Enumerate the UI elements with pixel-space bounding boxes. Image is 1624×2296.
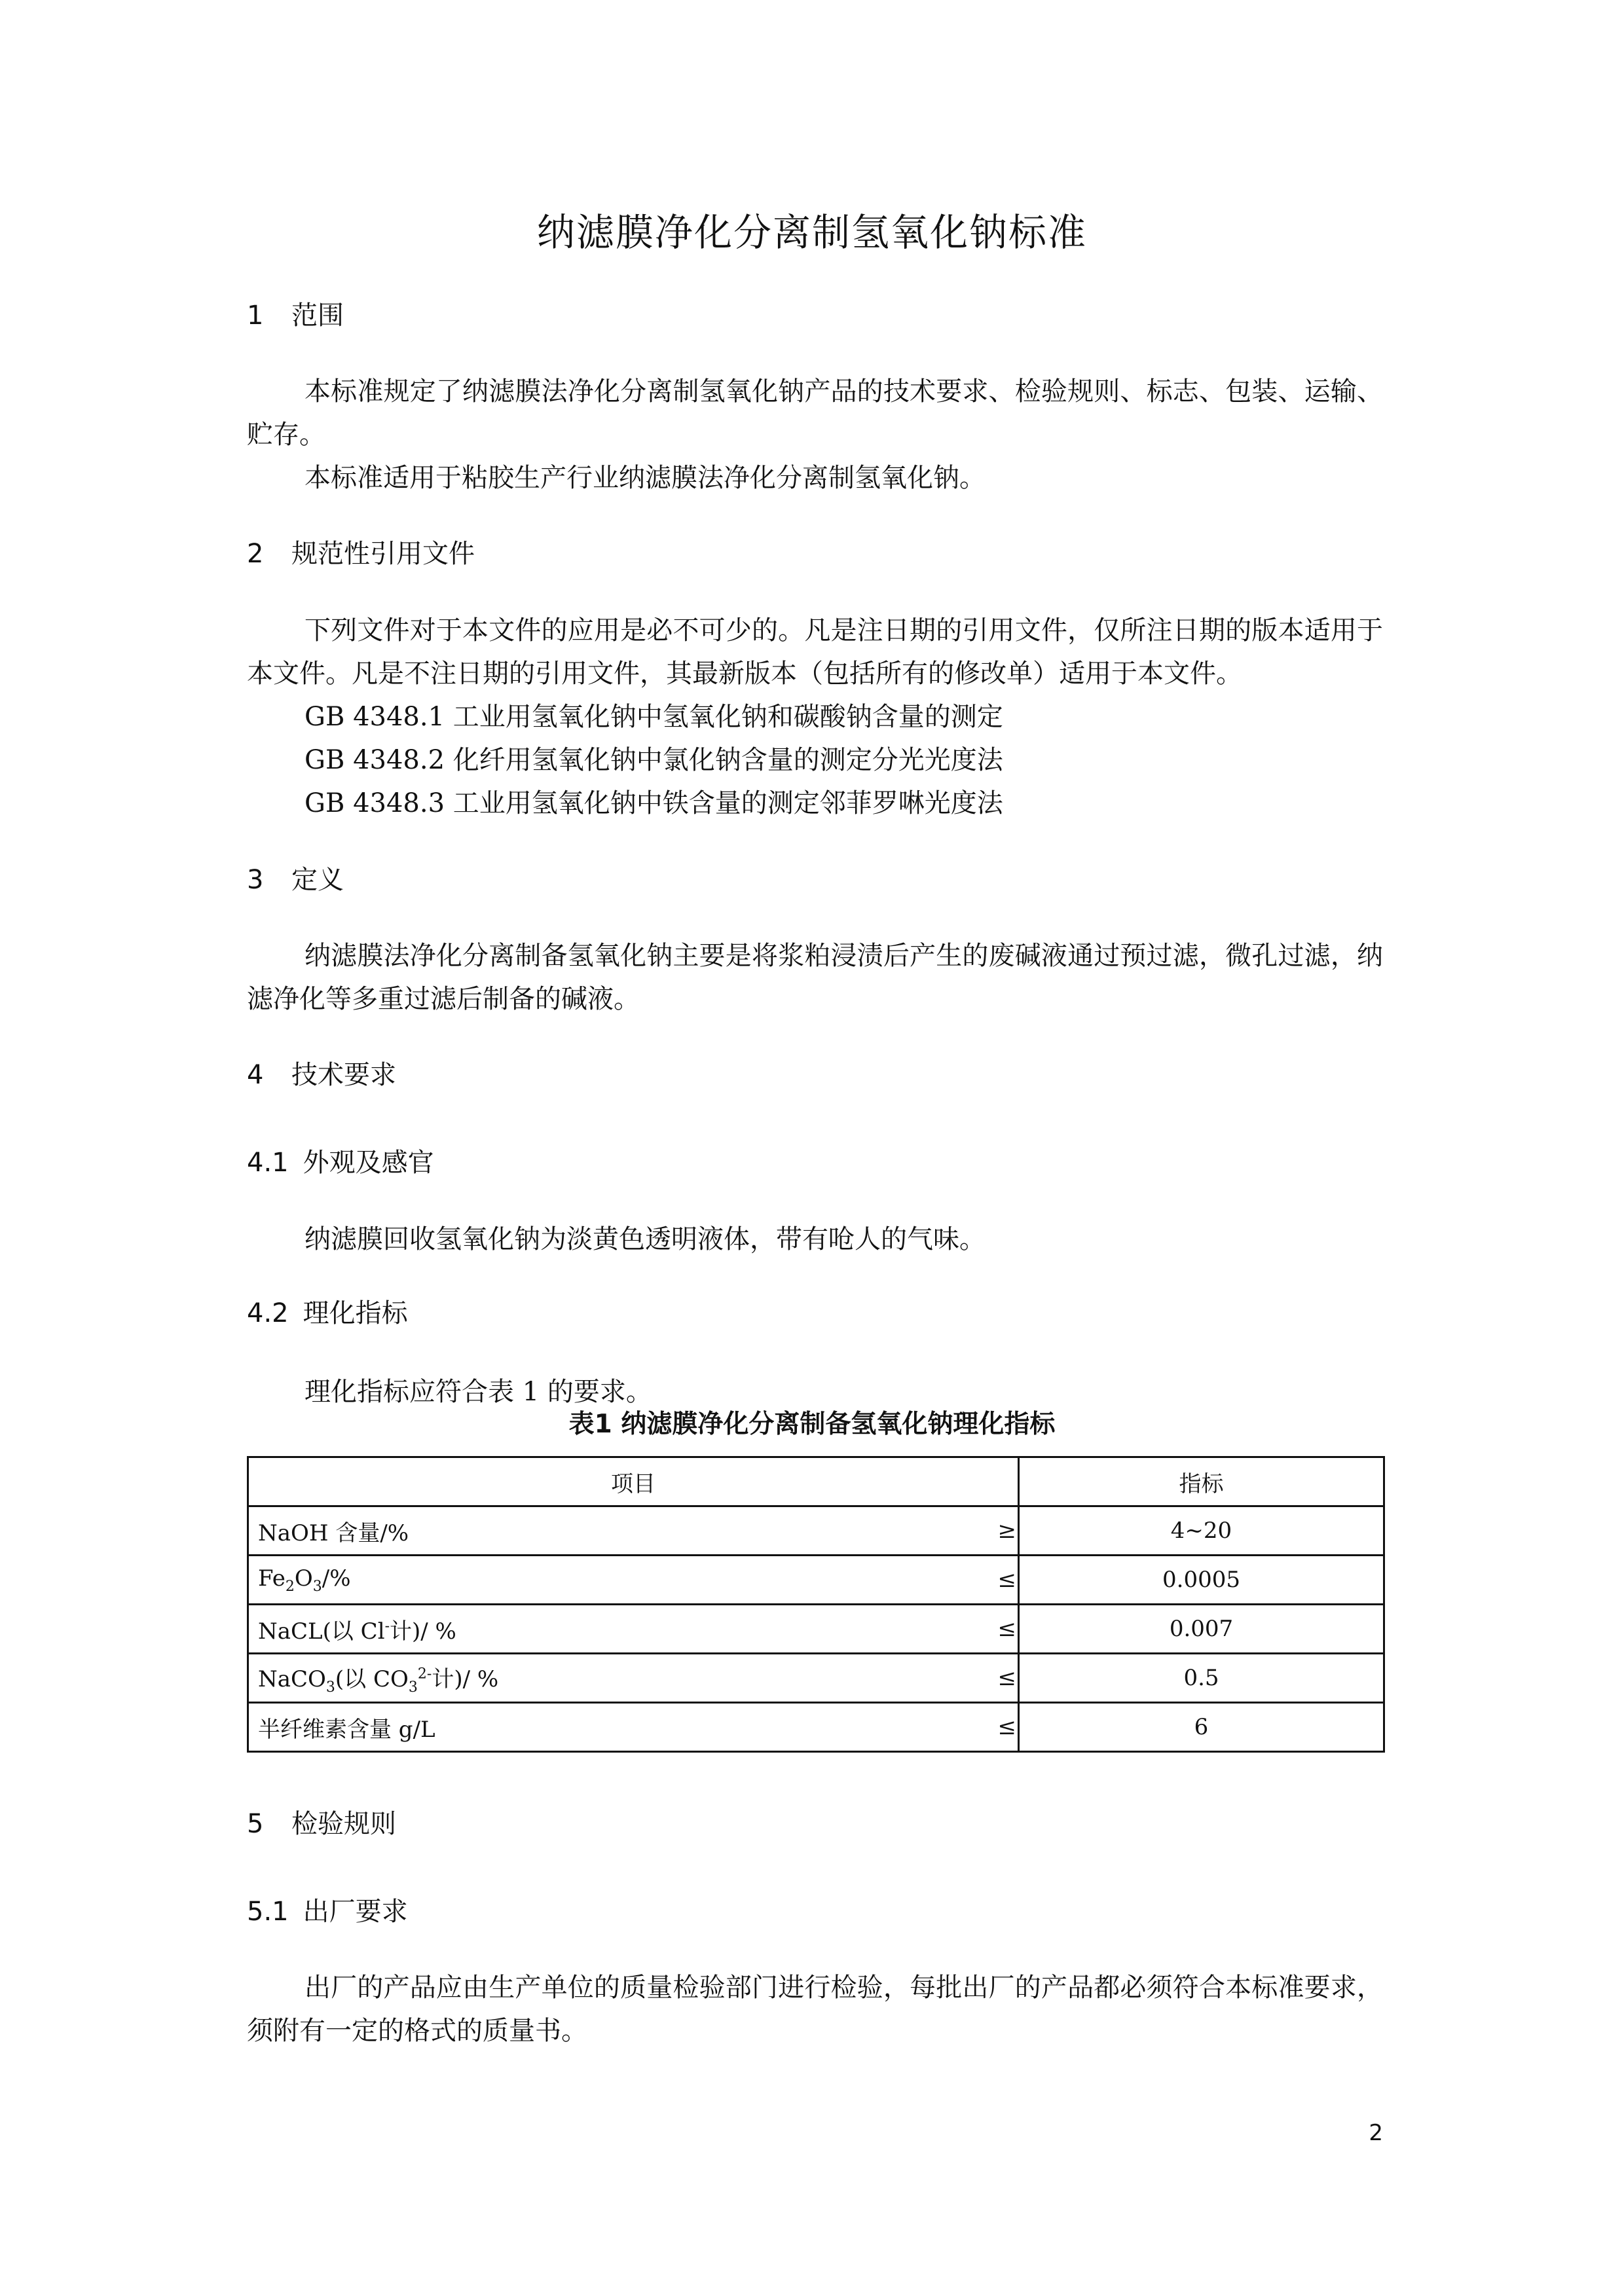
- table-row: [248, 1605, 1384, 1654]
- section-title: 技术要求: [291, 1060, 396, 1090]
- item-subscript: 2: [285, 1578, 295, 1595]
- item-subscript: 3: [325, 1679, 335, 1696]
- reference-item-2: GB 4348.2 化纤用氢氧化钠中氯化钠含量的测定分光光度法: [304, 745, 1003, 775]
- table-row: [248, 1556, 1384, 1605]
- scope-paragraph-2: 本标准适用于粘胶生产行业纳滤膜法净化分离制氢氧化钠。: [304, 463, 986, 493]
- section-title: 出厂要求: [303, 1897, 408, 1927]
- factory-paragraph: 出厂的产品应由生产单位的质量检验部门进行检验，每批出厂的产品都必须符合本标准要求，须附有一定的格式的质量书。: [247, 1973, 1383, 2046]
- table-cell-value: 0.007: [1019, 1605, 1384, 1654]
- table-row: [248, 1654, 1384, 1703]
- table-cell-item: 半纤维素含量 g/L: [248, 1703, 988, 1752]
- section-number: 4.1: [247, 1148, 289, 1178]
- item-text: NaCL(以 Cl: [258, 1618, 385, 1645]
- section-heading-2: [247, 536, 475, 572]
- item-text: NaCO: [258, 1666, 326, 1692]
- table-cell-item: NaOH 含量/%: [248, 1506, 988, 1556]
- item-text: O: [294, 1565, 313, 1592]
- section-heading-5-1: [247, 1893, 408, 1930]
- table-header-row: [248, 1457, 1384, 1506]
- table-header-item: 项目: [248, 1457, 1019, 1506]
- table-caption: 表1 纳滤膜净化分离制备氢氧化钠理化指标: [568, 1410, 1056, 1439]
- item-text: /%: [322, 1565, 351, 1592]
- section-heading-1: [247, 297, 344, 334]
- table-cell-operator: ≤: [988, 1703, 1019, 1752]
- section-number: 1: [247, 301, 264, 331]
- item-text: (以 CO: [335, 1666, 409, 1692]
- section-title: 外观及感官: [303, 1148, 434, 1178]
- item-subscript: 3: [312, 1578, 322, 1595]
- table-cell-value: 0.0005: [1019, 1556, 1384, 1605]
- section-heading-4: [247, 1057, 396, 1093]
- item-text: Fe: [258, 1565, 286, 1592]
- table-cell-operator: ≤: [988, 1654, 1019, 1703]
- physchem-paragraph: 理化指标应符合表 1 的要求。: [304, 1377, 652, 1407]
- table-row: [248, 1506, 1384, 1556]
- section-heading-4-1: [247, 1144, 434, 1181]
- table-cell-operator: ≤: [988, 1556, 1019, 1605]
- section-heading-4-2: [247, 1295, 408, 1332]
- reference-item-3: GB 4348.3 工业用氢氧化钠中铁含量的测定邻菲罗啉光度法: [304, 788, 1003, 818]
- item-subscript: 3: [408, 1679, 418, 1696]
- section-title: 规范性引用文件: [291, 539, 475, 569]
- table-cell-value: 0.5: [1019, 1654, 1384, 1703]
- definition-paragraph: 纳滤膜法净化分离制备氢氧化钠主要是将浆粕浸渍后产生的废碱液通过预过滤，微孔过滤，纳滤净化等多重过滤后制备的碱液。: [247, 941, 1383, 1014]
- item-superscript: 2-: [417, 1666, 432, 1683]
- section-title: 定义: [291, 865, 344, 895]
- section-number: 5: [247, 1809, 264, 1839]
- item-superscript: -: [384, 1618, 390, 1635]
- item-text: 计)/ %: [390, 1618, 456, 1645]
- table-cell-operator: ≥: [988, 1506, 1019, 1556]
- page-number: 2: [1369, 2120, 1383, 2146]
- scope-paragraph-1: 本标准规定了纳滤膜法净化分离制氢氧化钠产品的技术要求、检验规则、标志、包装、运输、贮存。: [247, 376, 1383, 450]
- table-header-value: 指标: [1019, 1457, 1384, 1506]
- section-number: 2: [247, 539, 264, 569]
- physchem-table: [247, 1456, 1385, 1753]
- table-row: [248, 1703, 1384, 1752]
- section-title: 理化指标: [303, 1298, 408, 1328]
- section-number: 3: [247, 865, 264, 895]
- section-title: 范围: [291, 301, 344, 331]
- references-paragraph: 下列文件对于本文件的应用是必不可少的。凡是注日期的引用文件，仅所注日期的版本适用于本文件。凡是不注日期的引用文件，其最新版本（包括所有的修改单）适用于本文件。: [247, 615, 1383, 689]
- section-heading-3: [247, 862, 344, 898]
- section-number: 4: [247, 1060, 264, 1090]
- item-text: 计)/ %: [432, 1666, 499, 1692]
- section-heading-5: [247, 1806, 396, 1842]
- table-cell-item: [248, 1654, 988, 1703]
- section-title: 检验规则: [291, 1809, 396, 1839]
- document-title: 纳滤膜净化分离制氢氧化钠标准: [536, 210, 1087, 255]
- reference-item-1: GB 4348.1 工业用氢氧化钠中氢氧化钠和碳酸钠含量的测定: [304, 702, 1003, 732]
- section-number: 5.1: [247, 1897, 289, 1927]
- appearance-paragraph: 纳滤膜回收氢氧化钠为淡黄色透明液体，带有呛人的气味。: [304, 1224, 986, 1254]
- table-cell-operator: ≤: [988, 1605, 1019, 1654]
- table-cell-item: [248, 1556, 988, 1605]
- section-number: 4.2: [247, 1298, 289, 1328]
- table-cell-value: 6: [1019, 1703, 1384, 1752]
- table-cell-value: 4~20: [1019, 1506, 1384, 1556]
- table-cell-item: [248, 1605, 988, 1654]
